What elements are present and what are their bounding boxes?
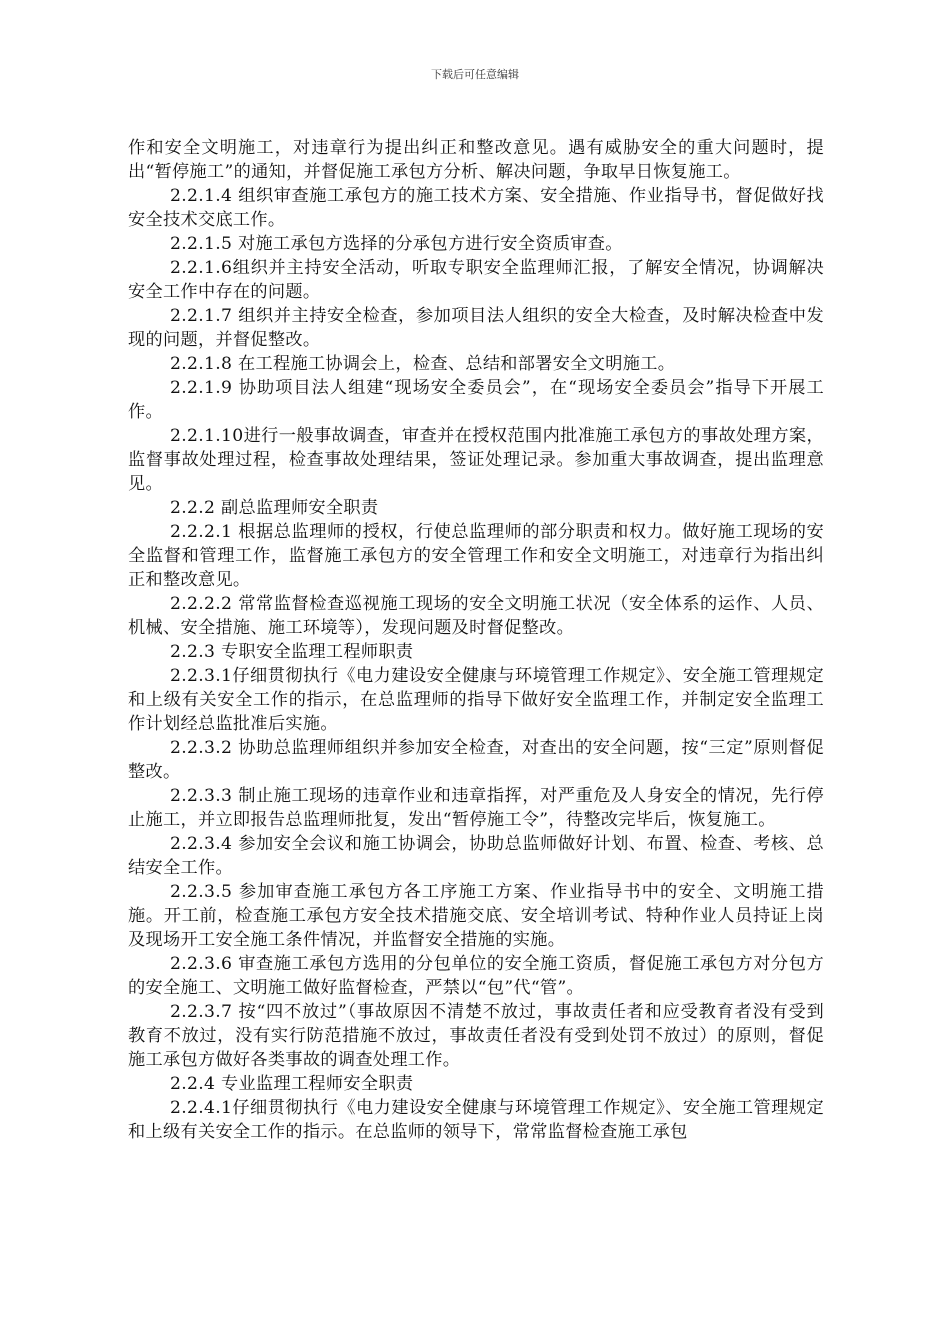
section-heading: 2.2.2 副总监理师安全职责 [170,498,379,518]
paragraph: 2.2.1.9 协助项目法人组建“现场安全委员会”，在“现场安全委员会”指导下开展工作。 [128,378,824,422]
paragraph: 2.2.1.6组织并主持安全活动，听取专职安全监理师汇报，了解安全情况，协调解决安全工作中存在的问题。 [128,258,824,302]
section-heading: 2.2.4 专业监理工程师安全职责 [170,1074,414,1094]
paragraph: 2.2.1.7 组织并主持安全检查，参加项目法人组织的安全大检查，及时解决检查中发现的问题，并督促整改。 [128,306,824,350]
paragraph: 2.2.2.2 常常监督检查巡视施工现场的安全文明施工状况（安全体系的运作、人员、机械、安全措施、施工环境等），发现问题及时督促整改。 [128,594,824,638]
paragraph: 2.2.3.2 协助总监理师组织并参加安全检查，对查出的安全问题，按“三定”原则督促整改。 [128,738,824,782]
document-body [128,136,824,1144]
paragraph: 2.2.1.4 组织审查施工承包方的施工技术方案、安全措施、作业指导书，督促做好找安全技术交底工作。 [128,186,824,230]
paragraph: 2.2.1.5 对施工承包方选择的分承包方进行安全资质审查。 [170,234,623,254]
paragraph: 2.2.3.5 参加审查施工承包方各工序施工方案、作业指导书中的安全、文明施工措施。开工前，检查施工承包方安全技术措施交底、安全培训考试、特种作业人员持证上岗及现场开工安全施工条件情况，并监督安全措施的实施。 [128,882,824,950]
paragraph: 2.2.3.1仔细贯彻执行《电力建设安全健康与环境管理工作规定》、安全施工管理规定和上级有关安全工作的指示，在总监理师的指导下做好安全监理工作，并制定安全监理工作计划经总监批准后实施。 [128,666,824,734]
paragraph: 2.2.1.8 在工程施工协调会上，检查、总结和部署安全文明施工。 [170,354,676,374]
paragraph: 2.2.3.3 制止施工现场的违章作业和违章指挥，对严重危及人身安全的情况，先行停止施工，并立即报告总监理师批复，发出“暂停施工令”，待整改完毕后，恢复施工。 [128,786,824,830]
paragraph: 2.2.1.10进行一般事故调查，审查并在授权范围内批准施工承包方的事故处理方案，监督事故处理过程，检查事故处理结果，签证处理记录。参加重大事故调查，提出监理意见。 [128,426,824,494]
section-heading: 2.2.3 专职安全监理工程师职责 [170,642,414,662]
paragraph: 2.2.4.1仔细贯彻执行《电力建设安全健康与环境管理工作规定》、安全施工管理规定和上级有关安全工作的指示。在总监师的领导下，常常监督检查施工承包 [128,1098,824,1142]
paragraph: 作和安全文明施工，对违章行为提出纠正和整改意见。遇有威胁安全的重大问题时，提出“暂停施工”的通知，并督促施工承包方分析、解决问题，争取早日恢复施工。 [128,138,824,182]
paragraph: 2.2.3.6 审查施工承包方选用的分包单位的安全施工资质，督促施工承包方对分包方的安全施工、文明施工做好监督检查，严禁以“包”代“管”。 [128,954,824,998]
page-header: 下载后可任意编辑 [431,68,519,81]
paragraph: 2.2.2.1 根据总监理师的授权，行使总监理师的部分职责和权力。做好施工现场的安全监督和管理工作，监督施工承包方的安全管理工作和安全文明施工，对违章行为指出纠正和整改意见。 [128,522,824,590]
paragraph: 2.2.3.7 按“四不放过”（事故原因不清楚不放过，事故责任者和应受教育者没有受到教育不放过，没有实行防范措施不放过，事故责任者没有受到处罚不放过）的原则，督促施工承包方做好各类事故的调查处理工作。 [128,1002,824,1070]
paragraph: 2.2.3.4 参加安全会议和施工协调会，协助总监师做好计划、布置、检查、考核、总结安全工作。 [128,834,824,878]
